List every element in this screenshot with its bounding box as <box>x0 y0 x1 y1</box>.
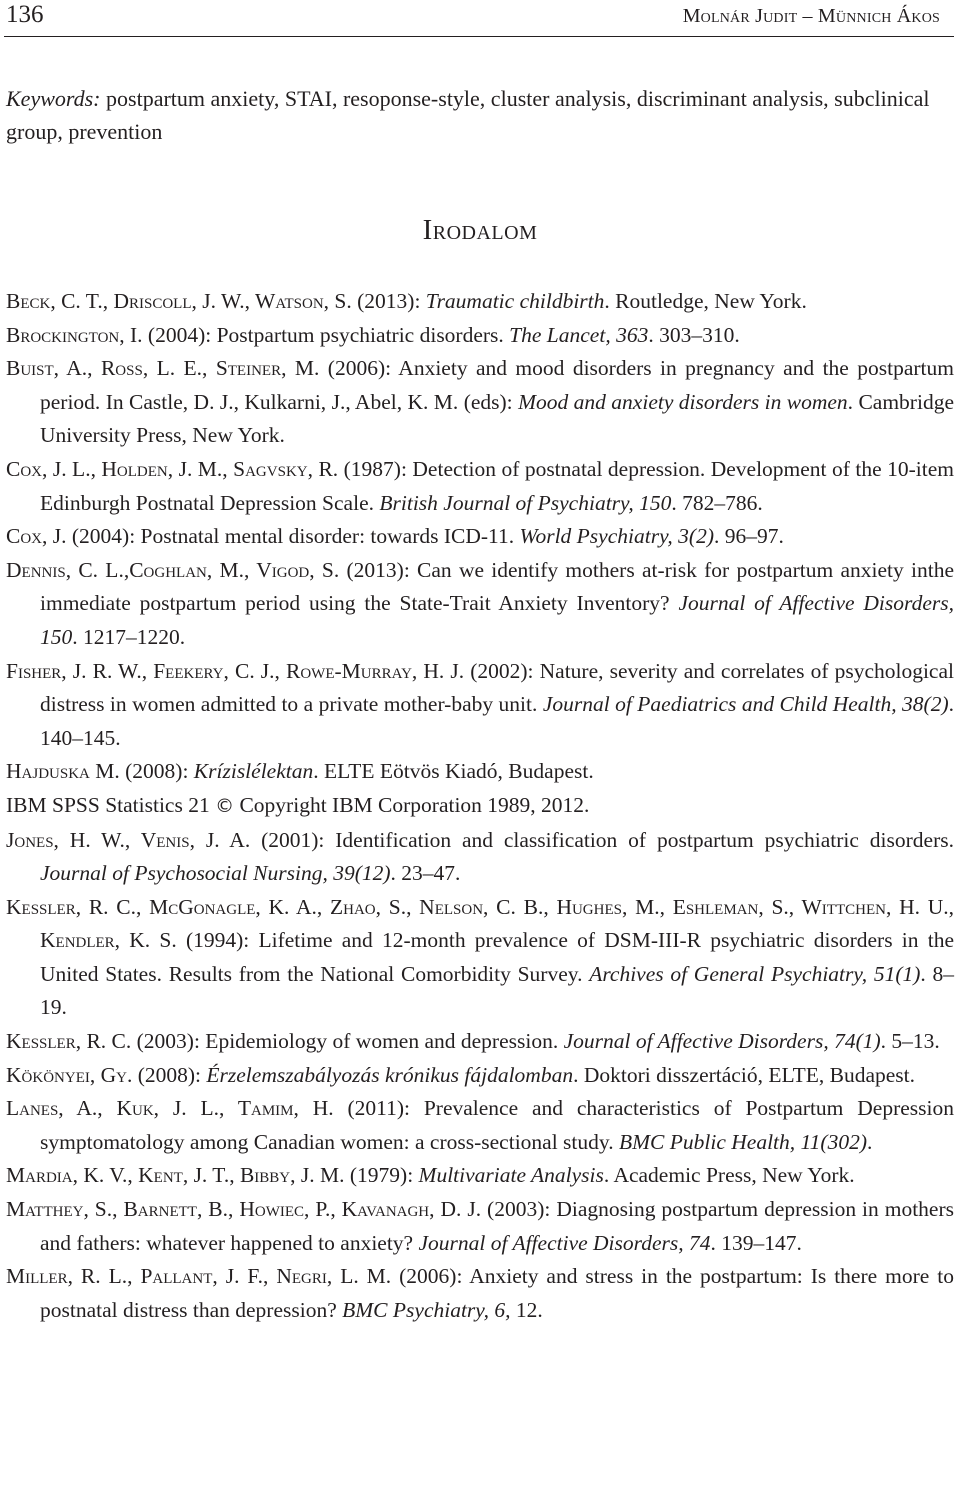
reference-details: . 1217–1220. <box>72 624 186 649</box>
reference-entry <box>6 554 954 655</box>
reference-authors: Kessler, R. C., McGonagle, K. A., Zhao, S., Nelson, C. B., Hughes, M., Eshleman, S., Wittchen, H. U., Kendler, K. S. <box>6 894 954 953</box>
reference-details: . 139–147. <box>710 1230 802 1255</box>
section-title: Irodalom <box>422 214 538 246</box>
reference-source-title: Krízislélektan <box>193 759 314 784</box>
reference-details: . 23–47. <box>390 861 461 886</box>
reference-details: . Doktori disszertáció, ELTE, Budapest. <box>573 1062 916 1087</box>
reference-text: (2008): <box>132 1062 207 1087</box>
reference-source-title: Mood and anxiety disorders in women <box>518 389 848 414</box>
reference-entry <box>6 755 954 789</box>
keywords-paragraph <box>6 82 952 148</box>
reference-text: (2003): Diagnosing postpartum depression in mothers and fathers: whatever happened to anxiety? <box>40 1197 954 1255</box>
reference-details: 12. <box>510 1297 543 1322</box>
reference-entry <box>6 824 954 891</box>
reference-entry <box>6 891 954 1025</box>
reference-entry <box>6 1159 954 1193</box>
reference-details: . Cambridge University Press, New York. <box>40 389 954 448</box>
reference-source-title: Journal of Paediatrics and Child Health, 38(2) <box>542 692 949 717</box>
reference-authors: Kökönyei, Gy. <box>6 1062 133 1087</box>
reference-entry <box>6 1092 954 1159</box>
reference-text: (2003): Epidemiology of women and depression. <box>131 1029 564 1054</box>
reference-entry <box>6 319 954 353</box>
reference-authors: Fisher, J. R. W., Feekery, C. J., Rowe-Murray, H. J. <box>6 658 465 683</box>
reference-entry <box>6 453 954 520</box>
reference-source-title: Archives of General Psychiatry, 51(1) <box>589 961 921 986</box>
reference-authors: Mardia, K. V., Kent, J. T., Bibby, J. M. <box>6 1163 345 1188</box>
reference-entry <box>6 520 954 554</box>
page-header <box>4 0 954 37</box>
reference-details: . ELTE Eötvös Kiadó, Budapest. <box>313 759 594 784</box>
reference-text: (2013): Can we identify mothers at-risk for postpartum anxiety inthe immediate postpartum period using the State-Trait Anxiety Inventory? <box>40 557 954 616</box>
reference-authors: Kessler, R. C. <box>6 1029 132 1054</box>
reference-source-title: Érzelemszabályozás krónikus fájdalomban <box>206 1062 574 1087</box>
reference-source-title: Journal of Affective Disorders, 74 <box>418 1230 711 1255</box>
reference-text: (2006): Anxiety and mood disorders in pregnancy and the postpartum period. In Castle, D. J., Kulkarni, J., Abel, K. M. (eds): <box>40 356 954 414</box>
page-number: 136 <box>6 1 44 28</box>
reference-entry <box>6 352 954 453</box>
reference-text: (2001): Identification and classification of postpartum psychiatric disorders. <box>250 827 954 852</box>
reference-source-title: British Journal of Psychiatry, 150 <box>379 490 672 515</box>
reference-entry <box>6 1260 954 1327</box>
reference-details: . 303–310. <box>648 322 740 347</box>
reference-text: (2004): Postnatal mental disorder: towards ICD-11. <box>66 524 520 549</box>
reference-entry <box>6 1059 954 1093</box>
running-head: Molnár Judit – Münnich Ákos <box>682 5 940 27</box>
reference-source-title: Multivariate Analysis <box>418 1163 604 1188</box>
reference-entry <box>6 285 954 319</box>
reference-source-title: Journal of Psychosocial Nursing, 39(12) <box>40 861 391 886</box>
reference-source-title: Traumatic childbirth <box>425 289 605 313</box>
reference-source-title: BMC Public Health, 11(302) <box>619 1129 867 1154</box>
reference-source-title: Journal of Affective Disorders, 74(1) <box>563 1029 881 1054</box>
reference-entry <box>6 1025 954 1059</box>
reference-authors: Miller, R. L., Pallant, J. F., Negri, L. M. <box>6 1264 392 1289</box>
reference-details: . Academic Press, New York. <box>603 1163 855 1188</box>
reference-entry <box>6 789 954 824</box>
reference-details: Copyright IBM Corporation 1989, 2012. <box>234 792 590 817</box>
reference-authors: Matthey, S., Barnett, B., Howiec, P., Kavanagh, D. J. <box>6 1197 482 1222</box>
reference-details: . Routledge, New York. <box>604 289 807 313</box>
reference-authors: Buist, A., Ross, L. E., Steiner, M. <box>6 356 320 381</box>
reference-text: (2006): Anxiety and stress in the postpartum: Is there more to postnatal distress than depression? <box>40 1264 954 1322</box>
reference-text: (1987): Detection of postnatal depression. Development of the 10-item Edinburgh Postnatal Depression Scale. <box>40 456 954 515</box>
reference-authors: Lanes, A., Kuk, J. L., Tamim, H. <box>6 1096 334 1121</box>
reference-text: (2002): Nature, severity and correlates of psychological distress in women admitted to a private mother-baby unit. <box>40 658 954 717</box>
reference-details: . 8–19. <box>40 961 955 1020</box>
reference-details: . 782–786. <box>671 490 763 515</box>
reference-text: (1994): Lifetime and 12-month prevalence of DSM-III-R psychiatric disorders in the United States. Results from the National Comorbidity Survey. <box>40 928 954 986</box>
reference-text: (2011): Prevalence and characteristics of Postpartum Depression symptomatology among Canadian women: a cross-sectional study. <box>40 1096 954 1154</box>
reference-source-title: World Psychiatry, 3(2) <box>519 524 714 549</box>
reference-authors: Cox, J. <box>6 524 67 549</box>
reference-details: . 5–13. <box>880 1029 940 1054</box>
reference-source-title: The Lancet, 363 <box>509 322 649 347</box>
reference-authors: Cox, J. L., Holden, J. M., Sagvsky, R. <box>6 456 339 481</box>
reference-authors: Dennis, C. L.,Coghlan, M., Vigod, S. <box>6 557 340 582</box>
reference-authors: Hajduska M. <box>6 759 120 784</box>
reference-authors: Brockington, I. <box>6 322 143 347</box>
reference-details: . <box>867 1129 873 1154</box>
reference-text: (1979): <box>344 1163 419 1188</box>
copyright-symbol: © <box>215 794 235 817</box>
reference-source-title: BMC Psychiatry, 6, <box>342 1297 511 1322</box>
reference-entry <box>6 1193 954 1260</box>
reference-entry <box>6 655 954 756</box>
reference-list <box>6 285 954 1327</box>
reference-text: (2004): Postpartum psychiatric disorders. <box>142 322 510 347</box>
keywords-text: postpartum anxiety, STAI, resoponse-style, cluster analysis, discriminant analysis, subclinical group, prevention <box>6 86 930 144</box>
reference-authors: Jones, H. W., Venis, J. A. <box>6 827 251 852</box>
reference-text: (2013): <box>351 289 426 313</box>
reference-text: (2008): <box>119 759 194 784</box>
reference-text: IBM SPSS Statistics 21 <box>6 792 216 817</box>
reference-source-title: Journal of Affective Disorders, 150 <box>40 591 954 649</box>
reference-details: . 96–97. <box>714 524 784 549</box>
keywords-label: Keywords: <box>6 86 101 111</box>
reference-details: . 140–145. <box>40 692 954 750</box>
reference-authors: Beck, C. T., Driscoll, J. W., Watson, S. <box>6 289 352 313</box>
